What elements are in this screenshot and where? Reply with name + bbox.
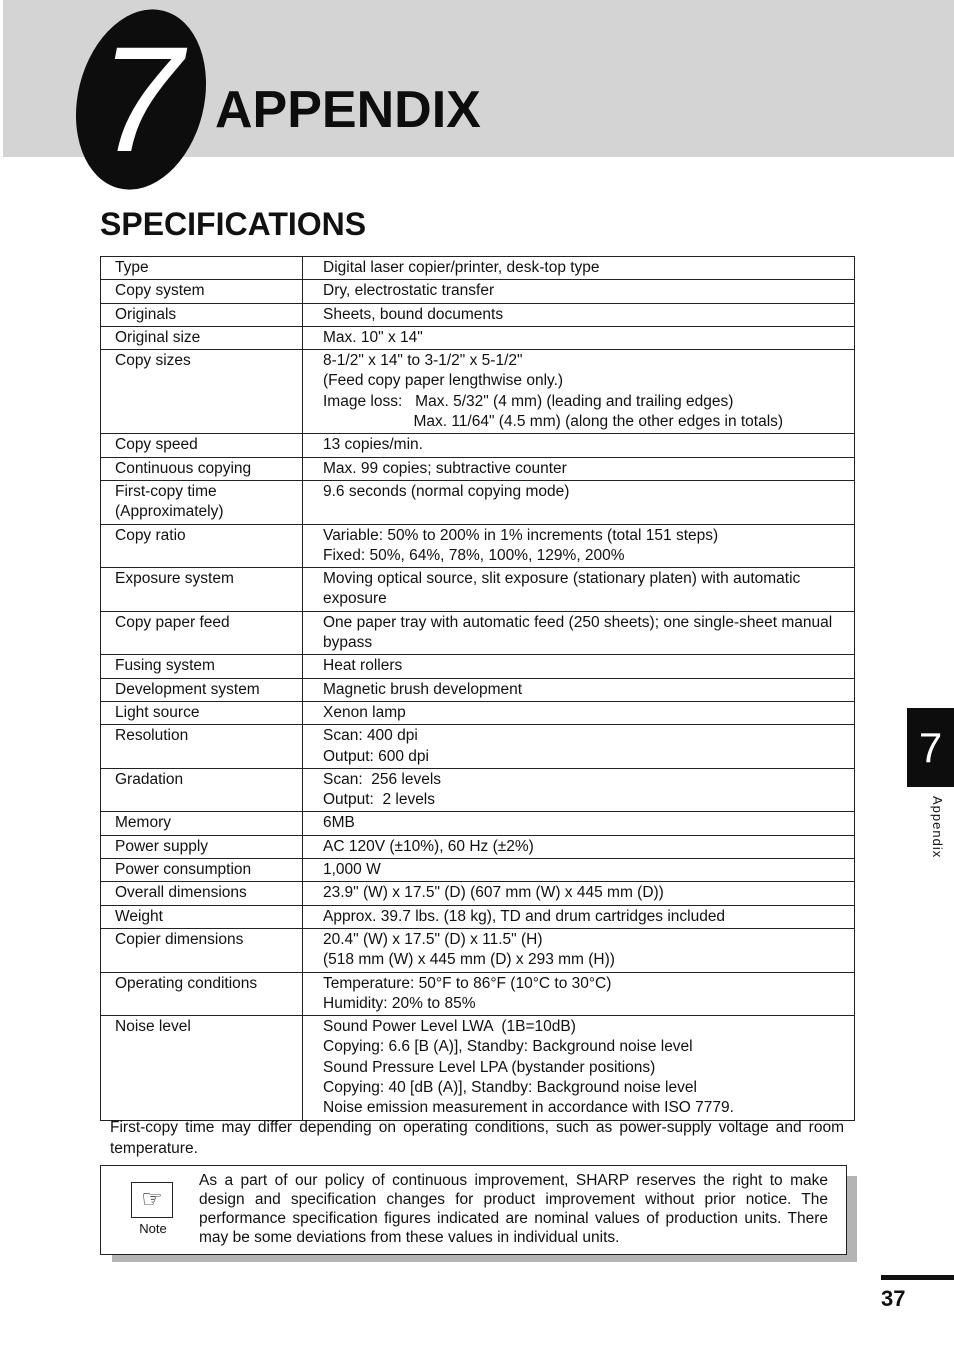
spec-label-cell (101, 725, 303, 769)
spec-value: 1,000 W (323, 861, 381, 879)
spec-row (101, 257, 855, 280)
spec-label-cell (101, 768, 303, 812)
spec-row (101, 434, 855, 457)
spec-label-cell (101, 928, 303, 972)
spec-label: Resolution (115, 727, 189, 745)
pointing-hand-icon: ☞ (141, 1186, 163, 1213)
spec-value: Moving optical source, slit exposure (stationary platen) with automatic exposure (323, 570, 805, 608)
spec-label-cell (101, 326, 303, 349)
spec-value: 6MB (323, 814, 355, 832)
spec-row (101, 701, 855, 724)
spec-row (101, 457, 855, 480)
spec-label: First-copy time (Approximately) (115, 482, 224, 521)
spec-label-cell (101, 611, 303, 655)
spec-value-cell (303, 678, 855, 701)
spec-row (101, 859, 855, 882)
spec-value: Xenon lamp (323, 703, 406, 721)
spec-row (101, 882, 855, 905)
spec-row (101, 1016, 855, 1120)
spec-label: Copy ratio (115, 526, 186, 544)
spec-value-cell (303, 928, 855, 972)
spec-value: 20.4" (W) x 17.5" (D) x 11.5" (H) (518 mm (W) x 445 mm (D) x 293 mm (H)) (323, 930, 615, 969)
spec-label: Noise level (115, 1018, 191, 1036)
spec-row (101, 768, 855, 812)
spec-value-cell (303, 611, 855, 655)
spec-value: 8-1/2" x 14" to 3-1/2" x 5-1/2" (Feed copy paper lengthwise only.) Image loss: Max. 5/32" (4 mm) (leading and trailing edges) Max. 11/64" (4.5 mm) (along the other edges in totals) (323, 352, 784, 431)
spec-label: Memory (115, 814, 171, 832)
spec-label-cell (101, 350, 303, 434)
spec-value-cell (303, 882, 855, 905)
spec-value-cell (303, 326, 855, 349)
spec-value: One paper tray with automatic feed (250 sheets); one single-sheet manual bypass (323, 613, 837, 652)
spec-value: Variable: 50% to 200% in 1% increments (total 151 steps) Fixed: 50%, 64%, 78%, 100%, 129%, 200% (323, 526, 719, 564)
spec-row (101, 678, 855, 701)
page-number: 37 (881, 1286, 906, 1311)
spec-row (101, 350, 855, 434)
spec-label: Development system (115, 680, 260, 698)
spec-value-cell (303, 812, 855, 835)
spec-row (101, 972, 855, 1016)
spec-label: Weight (115, 907, 163, 925)
spec-value: Digital laser copier/printer, desk-top type (323, 259, 600, 276)
spec-value: Max. 99 copies; subtractive counter (323, 459, 567, 477)
spec-row (101, 905, 855, 928)
spec-value-cell (303, 859, 855, 882)
spec-label: Copy system (115, 282, 205, 300)
spec-value-cell (303, 280, 855, 303)
spec-value: 23.9" (W) x 17.5" (D) (607 mm (W) x 445 mm (D)) (323, 884, 664, 902)
spec-label-cell (101, 257, 303, 280)
spec-label-cell (101, 568, 303, 612)
spec-label-cell (101, 524, 303, 568)
spec-label-cell (101, 882, 303, 905)
spec-label-cell (101, 1016, 303, 1120)
spec-label: Type (115, 259, 149, 276)
spec-label: Overall dimensions (115, 884, 247, 902)
spec-row (101, 812, 855, 835)
spec-label-cell (101, 701, 303, 724)
chapter-number: 7 (99, 15, 183, 183)
spec-row (101, 303, 855, 326)
spec-row (101, 568, 855, 612)
spec-row (101, 480, 855, 524)
side-chapter-label: Appendix (930, 796, 945, 859)
note-text: As a part of our policy of continuous improvement, SHARP reserves the right to make design and specification changes for product improvement without prior notice. The performance specification figures indicated are nominal values of production units. There may be some deviations from these values in individual units. (199, 1172, 828, 1246)
spec-value-cell (303, 257, 855, 280)
spec-label: Power supply (115, 837, 209, 855)
spec-label-cell (101, 835, 303, 858)
spec-value-cell (303, 568, 855, 612)
spec-value: 9.6 seconds (normal copying mode) (323, 482, 570, 500)
spec-label-cell (101, 434, 303, 457)
spec-label-cell (101, 655, 303, 678)
note-label: Note (139, 1221, 167, 1236)
spec-label-cell (101, 859, 303, 882)
side-chapter-tab: 7 (907, 708, 954, 787)
spec-value: Sheets, bound documents (323, 305, 504, 323)
spec-value: Approx. 39.7 lbs. (18 kg), TD and drum cartridges included (323, 907, 726, 925)
chapter-title: APPENDIX (215, 81, 481, 139)
spec-row (101, 655, 855, 678)
spec-row (101, 725, 855, 769)
spec-row (101, 524, 855, 568)
spec-label: Exposure system (115, 570, 234, 588)
spec-value-cell (303, 905, 855, 928)
spec-value: Sound Power Level LWA (1B=10dB) Copying: 6.6 [B (A)], Standby: Background noise level Sound Pressure Level LPA (bystander positions) Copying: 40 [dB (A)], Standby: Background noise level Noise emission measurement in accordance with ISO 7779. (323, 1018, 734, 1117)
spec-value-cell (303, 835, 855, 858)
spec-value-cell (303, 303, 855, 326)
spec-label: Power consumption (115, 861, 252, 879)
spec-value: Scan: 400 dpi Output: 600 dpi (323, 727, 429, 765)
spec-value: Magnetic brush development (323, 680, 523, 698)
spec-label: Light source (115, 703, 200, 721)
spec-label: Copy paper feed (115, 613, 230, 631)
spec-label: Continuous copying (115, 459, 252, 477)
specifications-table-body (101, 257, 855, 1121)
spec-label: Copy sizes (115, 352, 191, 370)
spec-label: Fusing system (115, 657, 215, 675)
spec-label-cell (101, 303, 303, 326)
spec-value-cell (303, 1016, 855, 1120)
section-title: SPECIFICATIONS (100, 206, 367, 242)
spec-value-cell (303, 350, 855, 434)
specifications-table (100, 256, 855, 1121)
spec-label: Gradation (115, 770, 184, 788)
spec-value-cell (303, 701, 855, 724)
note-icon-frame (131, 1182, 173, 1218)
spec-label: Operating conditions (115, 974, 258, 992)
spec-value: Dry, electrostatic transfer (323, 282, 495, 300)
spec-value-cell (303, 524, 855, 568)
spec-value-cell (303, 725, 855, 769)
spec-label-cell (101, 457, 303, 480)
spec-value: Scan: 256 levels Output: 2 levels (323, 770, 442, 809)
spec-label: Copy speed (115, 436, 198, 454)
spec-value: Heat rollers (323, 657, 403, 675)
spec-label-cell (101, 812, 303, 835)
spec-row (101, 326, 855, 349)
spec-label-cell (101, 905, 303, 928)
note-box (100, 1165, 847, 1255)
spec-row (101, 928, 855, 972)
spec-value: 13 copies/min. (323, 436, 423, 454)
spec-row (101, 611, 855, 655)
spec-value-cell (303, 480, 855, 524)
spec-value-cell (303, 655, 855, 678)
spec-label: Original size (115, 328, 201, 346)
spec-row (101, 835, 855, 858)
footnote: First-copy time may differ depending on operating conditions, such as power-supply voltage and room temperature. (110, 1119, 844, 1157)
spec-value-cell (303, 434, 855, 457)
spec-value: Max. 10" x 14" (323, 328, 423, 346)
spec-value: AC 120V (±10%), 60 Hz (±2%) (323, 837, 534, 855)
spec-label-cell (101, 972, 303, 1016)
spec-value: Temperature: 50°F to 86°F (10°C to 30°C) Humidity: 20% to 85% (323, 974, 612, 1012)
spec-label: Originals (115, 305, 177, 323)
spec-value-cell (303, 768, 855, 812)
spec-value-cell (303, 972, 855, 1016)
spec-label: Copier dimensions (115, 930, 244, 948)
spec-label-cell (101, 678, 303, 701)
spec-row (101, 280, 855, 303)
spec-label-cell (101, 480, 303, 524)
spec-label-cell (101, 280, 303, 303)
page-number-rule (881, 1275, 954, 1280)
spec-value-cell (303, 457, 855, 480)
